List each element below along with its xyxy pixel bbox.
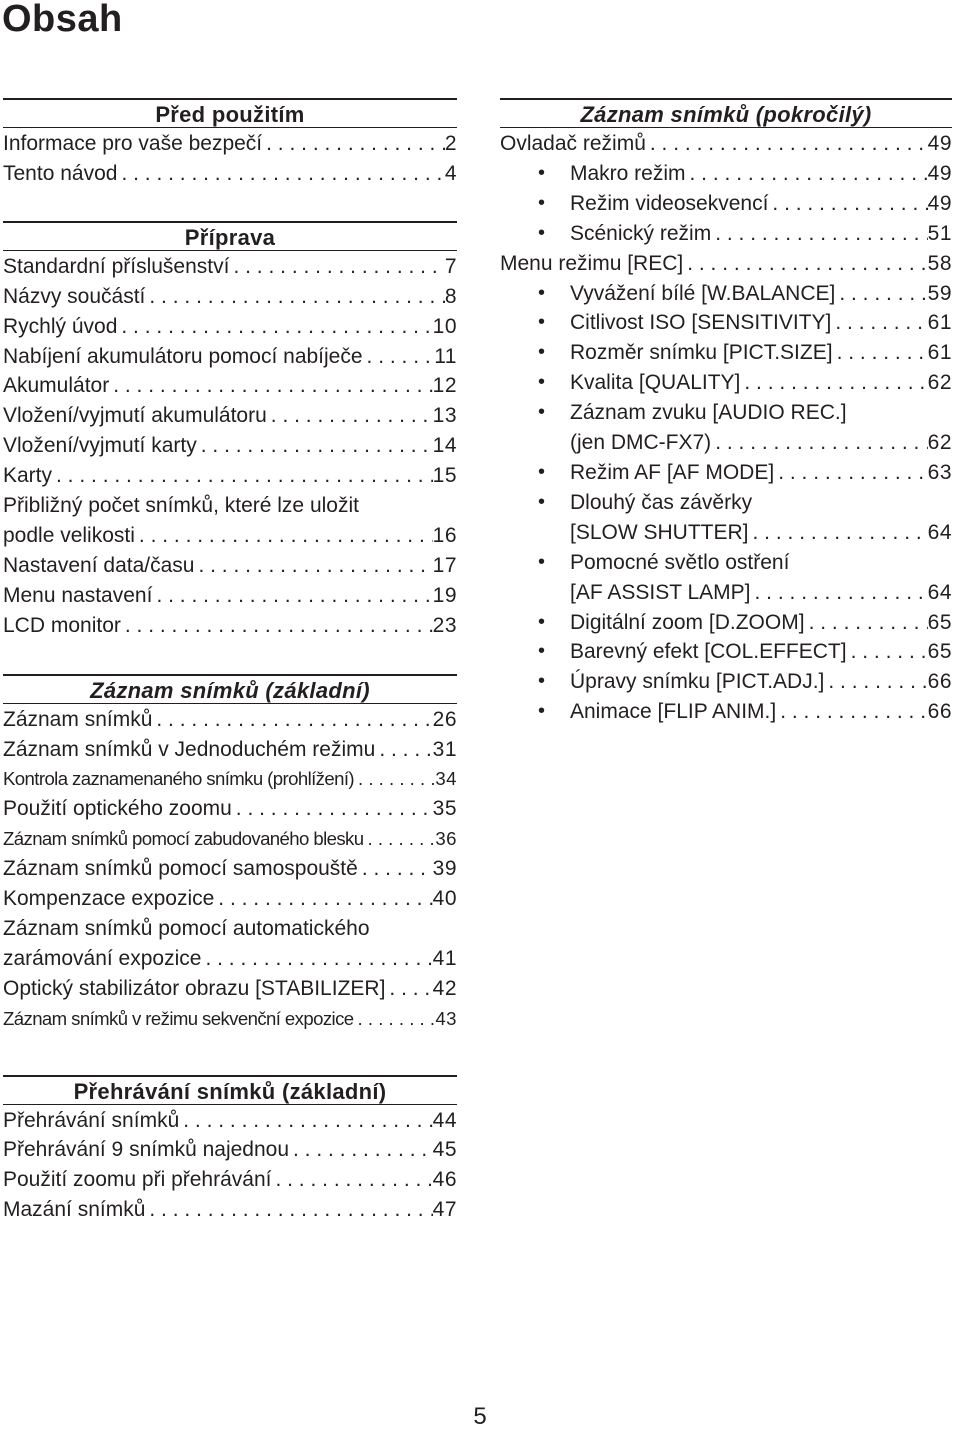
toc-entry[interactable]: [3, 824, 457, 854]
toc-entry-label: Záznam snímků pomocí samospouště: [3, 857, 358, 881]
toc-subentry[interactable]: [500, 338, 952, 368]
toc-entry[interactable]: [3, 252, 457, 282]
dot-leader: [831, 308, 927, 338]
toc-entry[interactable]: [3, 1195, 457, 1225]
toc-entry-label: Záznam snímků pomocí zabudovaného blesku: [3, 828, 364, 850]
toc-page-number: 58: [927, 251, 952, 275]
dot-leader: [358, 854, 433, 884]
toc-subentry[interactable]: [500, 548, 952, 608]
toc-entry-label: (jen DMC-FX7): [570, 431, 712, 455]
toc-entry-row: [570, 308, 952, 338]
toc-entry-row: [570, 518, 952, 548]
toc-entry-row: [3, 252, 457, 282]
section-heading: Před použitím: [3, 98, 457, 128]
toc-entry-row: [570, 608, 952, 638]
toc-entry[interactable]: [3, 159, 457, 189]
toc-page-number: 8: [444, 284, 457, 308]
toc-entry-label: Vyvážení bílé [W.BALANCE]: [570, 281, 836, 305]
toc-entry-label: Karty: [3, 464, 53, 488]
toc-entry-row: [3, 794, 457, 824]
bullet-icon: •: [538, 311, 546, 334]
bullet-icon: •: [538, 341, 546, 364]
dot-leader: [232, 794, 433, 824]
toc-entry-label: Barevný efekt [COL.EFFECT]: [570, 640, 847, 664]
toc-entry-row: [3, 1004, 457, 1034]
toc-page-number: 63: [927, 460, 952, 484]
toc-section-prehravani-snimku-zakladni: [3, 1075, 457, 1226]
toc-entry-row: [570, 428, 952, 458]
toc-entry-row: [570, 219, 952, 249]
toc-entry-row: [570, 578, 952, 608]
toc-entry-label: Rozměr snímku [PICT.SIZE]: [570, 341, 833, 365]
toc-entry-row: [3, 1165, 457, 1195]
toc-entry-row: [500, 249, 952, 279]
toc-subentry[interactable]: [500, 219, 952, 249]
toc-entry-label: Standardní příslušenství: [3, 254, 230, 278]
toc-entry-row: [3, 705, 457, 735]
toc-entry-label: Přehrávání snímků: [3, 1108, 180, 1132]
toc-left-column: [3, 98, 457, 1225]
toc-entry[interactable]: [3, 1135, 457, 1165]
toc-page-number: 65: [927, 610, 952, 634]
toc-entry-row: [3, 159, 457, 189]
toc-entry-row: [3, 944, 457, 974]
toc-subentry[interactable]: [500, 637, 952, 667]
bullet-icon: •: [538, 640, 546, 663]
toc-entry-row: [570, 279, 952, 309]
dot-leader: [152, 705, 432, 735]
section-heading: Příprava: [3, 221, 457, 251]
toc-entry-row: [570, 667, 952, 697]
toc-entry-row: [3, 371, 457, 401]
toc-entry[interactable]: [3, 764, 457, 794]
toc-page-number: 26: [432, 707, 457, 731]
toc-entry-row: [3, 884, 457, 914]
toc-entry-label: Záznam snímků: [3, 707, 153, 731]
toc-entry[interactable]: [3, 461, 457, 491]
toc-entry-row: [500, 129, 952, 159]
toc-entry-label: Tento návod: [3, 161, 118, 185]
toc-page-number: 43: [435, 1007, 457, 1029]
toc-entry-label: podle velikosti: [3, 523, 135, 547]
bullet-icon: •: [538, 610, 546, 633]
dot-leader: [194, 551, 432, 581]
toc-entry[interactable]: [500, 249, 952, 279]
toc-entry-row: [3, 1106, 457, 1136]
toc-entry[interactable]: [3, 342, 457, 372]
toc-entry[interactable]: [3, 1004, 457, 1034]
dot-leader: [179, 1106, 432, 1136]
toc-entry-label-line1: Záznam zvuku [AUDIO REC.]: [570, 401, 847, 425]
dot-leader: [740, 368, 927, 398]
dot-leader: [197, 431, 433, 461]
page-number: 5: [473, 1403, 487, 1430]
toc-entry-label: Přehrávání 9 snímků najednou: [3, 1138, 290, 1162]
dot-leader: [776, 697, 927, 727]
dot-leader: [364, 824, 436, 854]
toc-entry-label: Vložení/vyjmutí akumulátoru: [3, 404, 267, 428]
dot-leader: [229, 252, 444, 282]
toc-entry-label: Akumulátor: [3, 374, 110, 398]
toc-entry-label: LCD monitor: [3, 613, 121, 637]
dot-leader: [805, 608, 928, 638]
toc-section-pred-pouzitim: [3, 98, 457, 189]
toc-entry-row: [570, 368, 952, 398]
dot-leader: [847, 637, 928, 667]
toc-page-number: 19: [432, 583, 457, 607]
toc-entry[interactable]: [3, 371, 457, 401]
dot-leader: [52, 461, 433, 491]
dot-leader: [711, 219, 927, 249]
toc-entry-row: [570, 189, 952, 219]
toc-entry-label: Režim AF [AF MODE]: [570, 460, 775, 484]
dot-leader: [271, 1165, 432, 1195]
toc-page-number: 49: [927, 161, 952, 185]
bullet-icon: •: [538, 401, 546, 424]
toc-page-number: 2: [444, 132, 457, 155]
dot-leader: [354, 1004, 436, 1034]
toc-entry[interactable]: [3, 431, 457, 461]
toc-entry-list: [500, 129, 952, 727]
toc-page-number: 47: [432, 1198, 457, 1222]
toc-entry[interactable]: [3, 914, 457, 974]
toc-subentry[interactable]: [500, 667, 952, 697]
toc-entry-label-line1: Záznam snímků pomocí automatického: [3, 916, 370, 940]
toc-page-number: 44: [432, 1108, 457, 1132]
toc-entry-label-line1: Pomocné světlo ostření: [570, 550, 790, 574]
toc-page-number: 61: [927, 341, 952, 365]
toc-subentry[interactable]: [500, 159, 952, 189]
dot-leader: [824, 667, 927, 697]
toc-page-number: 39: [432, 857, 457, 881]
dot-leader: [646, 129, 928, 159]
toc-page-number: 4: [444, 161, 457, 185]
toc-subentry[interactable]: [500, 368, 952, 398]
toc-entry-row: [3, 611, 457, 641]
toc-subentry[interactable]: [500, 279, 952, 309]
toc-page-number: 23: [432, 613, 457, 637]
toc-page-number: 42: [432, 976, 457, 1000]
toc-entry-row: [3, 342, 457, 372]
toc-entry-label: [SLOW SHUTTER]: [570, 520, 749, 544]
toc-entry-label: Citlivost ISO [SENSITIVITY]: [570, 311, 832, 335]
toc-subentry[interactable]: [500, 189, 952, 219]
toc-entry-row: [3, 824, 457, 854]
toc-entry-row: [3, 1135, 457, 1165]
dot-leader: [262, 129, 445, 159]
dot-leader: [683, 249, 927, 279]
toc-entry-label: Kompenzace expozice: [3, 887, 215, 911]
dot-leader: [751, 578, 928, 608]
dot-leader: [749, 518, 928, 548]
bullet-icon: •: [538, 670, 546, 693]
toc-entry-list: [3, 705, 457, 1034]
toc-page-number: 34: [435, 768, 457, 790]
bullet-icon: •: [538, 460, 546, 483]
toc-entry-label: Použití optického zoomu: [3, 797, 232, 821]
bullet-icon: •: [538, 191, 546, 214]
toc-page-number: 49: [927, 132, 952, 155]
toc-entry-row: [570, 159, 952, 189]
toc-entry-row: [3, 1195, 457, 1225]
toc-entry-label: Vložení/vyjmutí karty: [3, 434, 197, 458]
dot-leader: [201, 944, 432, 974]
dot-leader: [117, 159, 444, 189]
page-title: Obsah: [2, 0, 123, 40]
toc-entry[interactable]: [3, 1106, 457, 1136]
toc-entry-label: Záznam snímků v režimu sekvenční expozice: [3, 1007, 354, 1029]
toc-page-number: 12: [432, 374, 457, 398]
toc-entry-row: [3, 735, 457, 765]
toc-entry-label: Mazání snímků: [3, 1198, 146, 1222]
toc-entry[interactable]: [3, 854, 457, 884]
toc-subentry[interactable]: [500, 308, 952, 338]
dot-leader: [109, 371, 432, 401]
toc-page-number: 62: [927, 431, 952, 455]
toc-entry-label: Nastavení data/času: [3, 553, 195, 577]
toc-page-number: 15: [432, 464, 457, 488]
toc-page-number: 36: [435, 828, 457, 850]
dot-leader: [768, 189, 927, 219]
dot-leader: [145, 1195, 432, 1225]
toc-entry[interactable]: [3, 282, 457, 312]
toc-entry-row: [570, 458, 952, 488]
dot-leader: [121, 611, 433, 641]
toc-entry-label: Názvy součástí: [3, 284, 146, 308]
toc-entry[interactable]: [3, 884, 457, 914]
dot-leader: [363, 342, 435, 372]
bullet-icon: •: [538, 490, 546, 513]
toc-entry-row: [570, 637, 952, 667]
bullet-icon: •: [538, 221, 546, 244]
toc-subentry[interactable]: [500, 608, 952, 638]
toc-page-number: 35: [432, 797, 457, 821]
toc-entry-label: Kontrola zaznamenaného snímku (prohlížení): [3, 768, 355, 790]
toc-entry-label: Režim videosekvencí: [570, 191, 769, 215]
toc-entry-row: [3, 312, 457, 342]
toc-page-number: 61: [927, 311, 952, 335]
toc-entry[interactable]: [3, 974, 457, 1004]
toc-page-number: 40: [432, 887, 457, 911]
toc-entry-label-line1: Přibližný počet snímků, které lze uložit: [3, 494, 359, 518]
toc-page-number: 13: [432, 404, 457, 428]
toc-entry-label: Scénický režim: [570, 221, 712, 245]
toc-entry-label: Menu nastavení: [3, 583, 153, 607]
toc-entry-label: Záznam snímků v Jednoduchém režimu: [3, 737, 376, 761]
toc-page-number: 66: [927, 700, 952, 724]
toc-entry[interactable]: [3, 611, 457, 641]
toc-entry-row: [570, 697, 952, 727]
dot-leader: [117, 312, 432, 342]
section-spacer: [3, 189, 457, 221]
toc-entry[interactable]: [3, 735, 457, 765]
toc-entry-label: Nabíjení akumulátoru pomocí nabíječe: [3, 344, 363, 368]
toc-page-number: 41: [432, 946, 457, 970]
toc-right-column: [500, 98, 952, 727]
section-heading: Přehrávání snímků (základní): [3, 1075, 457, 1105]
toc-entry-list: [3, 129, 457, 189]
dot-leader: [354, 764, 435, 794]
toc-entry[interactable]: [3, 1165, 457, 1195]
bullet-icon: •: [538, 281, 546, 304]
dot-leader: [267, 401, 433, 431]
dot-leader: [135, 521, 433, 551]
toc-page-number: 51: [927, 221, 952, 245]
section-spacer: [3, 641, 457, 674]
toc-entry[interactable]: [3, 705, 457, 735]
toc-entry-row: [570, 338, 952, 368]
toc-entry-label: Menu režimu [REC]: [500, 251, 684, 275]
toc-page-number: 49: [927, 191, 952, 215]
toc-entry-label: Animace [FLIP ANIM.]: [570, 700, 777, 724]
toc-page-number: 31: [432, 737, 457, 761]
toc-page-number: 64: [927, 520, 952, 544]
toc-entry[interactable]: [3, 581, 457, 611]
toc-section-priprava: [3, 221, 457, 641]
toc-entry-row: [3, 764, 457, 794]
toc-entry-label: Kvalita [QUALITY]: [570, 371, 741, 395]
toc-entry-label: Digitální zoom [D.ZOOM]: [570, 610, 805, 634]
toc-entry-row: [3, 581, 457, 611]
toc-page-number: 64: [927, 580, 952, 604]
toc-entry-row: [3, 129, 457, 159]
toc-entry-list: [3, 252, 457, 641]
bullet-icon: •: [538, 161, 546, 184]
toc-entry-row: [3, 521, 457, 551]
dot-leader: [214, 884, 432, 914]
bullet-icon: •: [538, 700, 546, 723]
toc-page-number: 66: [927, 670, 952, 694]
toc-subentry[interactable]: [500, 458, 952, 488]
bullet-icon: •: [538, 550, 546, 573]
toc-entry-label: Ovladač režimů: [500, 132, 646, 155]
toc-subentry[interactable]: [500, 697, 952, 727]
section-heading: Záznam snímků (pokročilý): [500, 98, 952, 128]
toc-page-number: 62: [927, 371, 952, 395]
toc-entry[interactable]: [3, 401, 457, 431]
dot-leader: [711, 428, 927, 458]
toc-page-number: 14: [432, 434, 457, 458]
toc-entry-row: [3, 461, 457, 491]
toc-entry-row: [3, 431, 457, 461]
toc-page-number: 65: [927, 640, 952, 664]
dot-leader: [375, 735, 432, 765]
dot-leader: [833, 338, 928, 368]
toc-entry[interactable]: [3, 129, 457, 159]
toc-entry-list: [3, 1106, 457, 1226]
dot-leader: [686, 159, 928, 189]
toc-entry-label: Použití zoomu při přehrávání: [3, 1168, 272, 1192]
toc-page-number: 7: [444, 254, 457, 278]
toc-entry[interactable]: [3, 491, 457, 551]
toc-page-number: 11: [434, 344, 457, 368]
toc-page-number: 10: [432, 314, 457, 338]
toc-page-number: 45: [432, 1138, 457, 1162]
dot-leader: [835, 279, 927, 309]
section-spacer: [3, 1034, 457, 1075]
toc-entry[interactable]: [500, 129, 952, 159]
section-heading: Záznam snímků (základní): [3, 674, 457, 704]
toc-entry-label: Úpravy snímku [PICT.ADJ.]: [570, 670, 825, 694]
toc-subentry[interactable]: [500, 488, 952, 548]
toc-entry-row: [3, 854, 457, 884]
toc-entry-row: [3, 974, 457, 1004]
toc-entry-label: zarámování expozice: [3, 946, 202, 970]
dot-leader: [774, 458, 927, 488]
toc-entry-row: [3, 551, 457, 581]
dot-leader: [385, 974, 432, 1004]
toc-entry-label: [AF ASSIST LAMP]: [570, 580, 751, 604]
toc-page-number: 16: [432, 523, 457, 547]
toc-entry-label-line1: Dlouhý čas závěrky: [570, 490, 753, 514]
toc-page-number: 59: [927, 281, 952, 305]
toc-entry-label: Makro režim: [570, 161, 686, 185]
toc-entry[interactable]: [3, 794, 457, 824]
toc-entry-label: Optický stabilizátor obrazu [STABILIZER]: [3, 976, 386, 1000]
toc-entry[interactable]: [3, 312, 457, 342]
toc-entry-row: [3, 282, 457, 312]
toc-entry-label: Rychlý úvod: [3, 314, 118, 338]
dot-leader: [289, 1135, 433, 1165]
toc-subentry[interactable]: [500, 398, 952, 458]
toc-entry-row: [3, 401, 457, 431]
dot-leader: [152, 581, 432, 611]
toc-section-zaznam-snimku-zakladni: [3, 674, 457, 1034]
toc-entry[interactable]: [3, 551, 457, 581]
bullet-icon: •: [538, 371, 546, 394]
toc-section-zaznam-snimku-pokrocily: [500, 98, 952, 727]
toc-entry-label: Informace pro vaše bezpečí: [3, 132, 263, 155]
dot-leader: [145, 282, 444, 312]
toc-page-number: 46: [432, 1168, 457, 1192]
toc-page-number: 17: [432, 553, 457, 577]
